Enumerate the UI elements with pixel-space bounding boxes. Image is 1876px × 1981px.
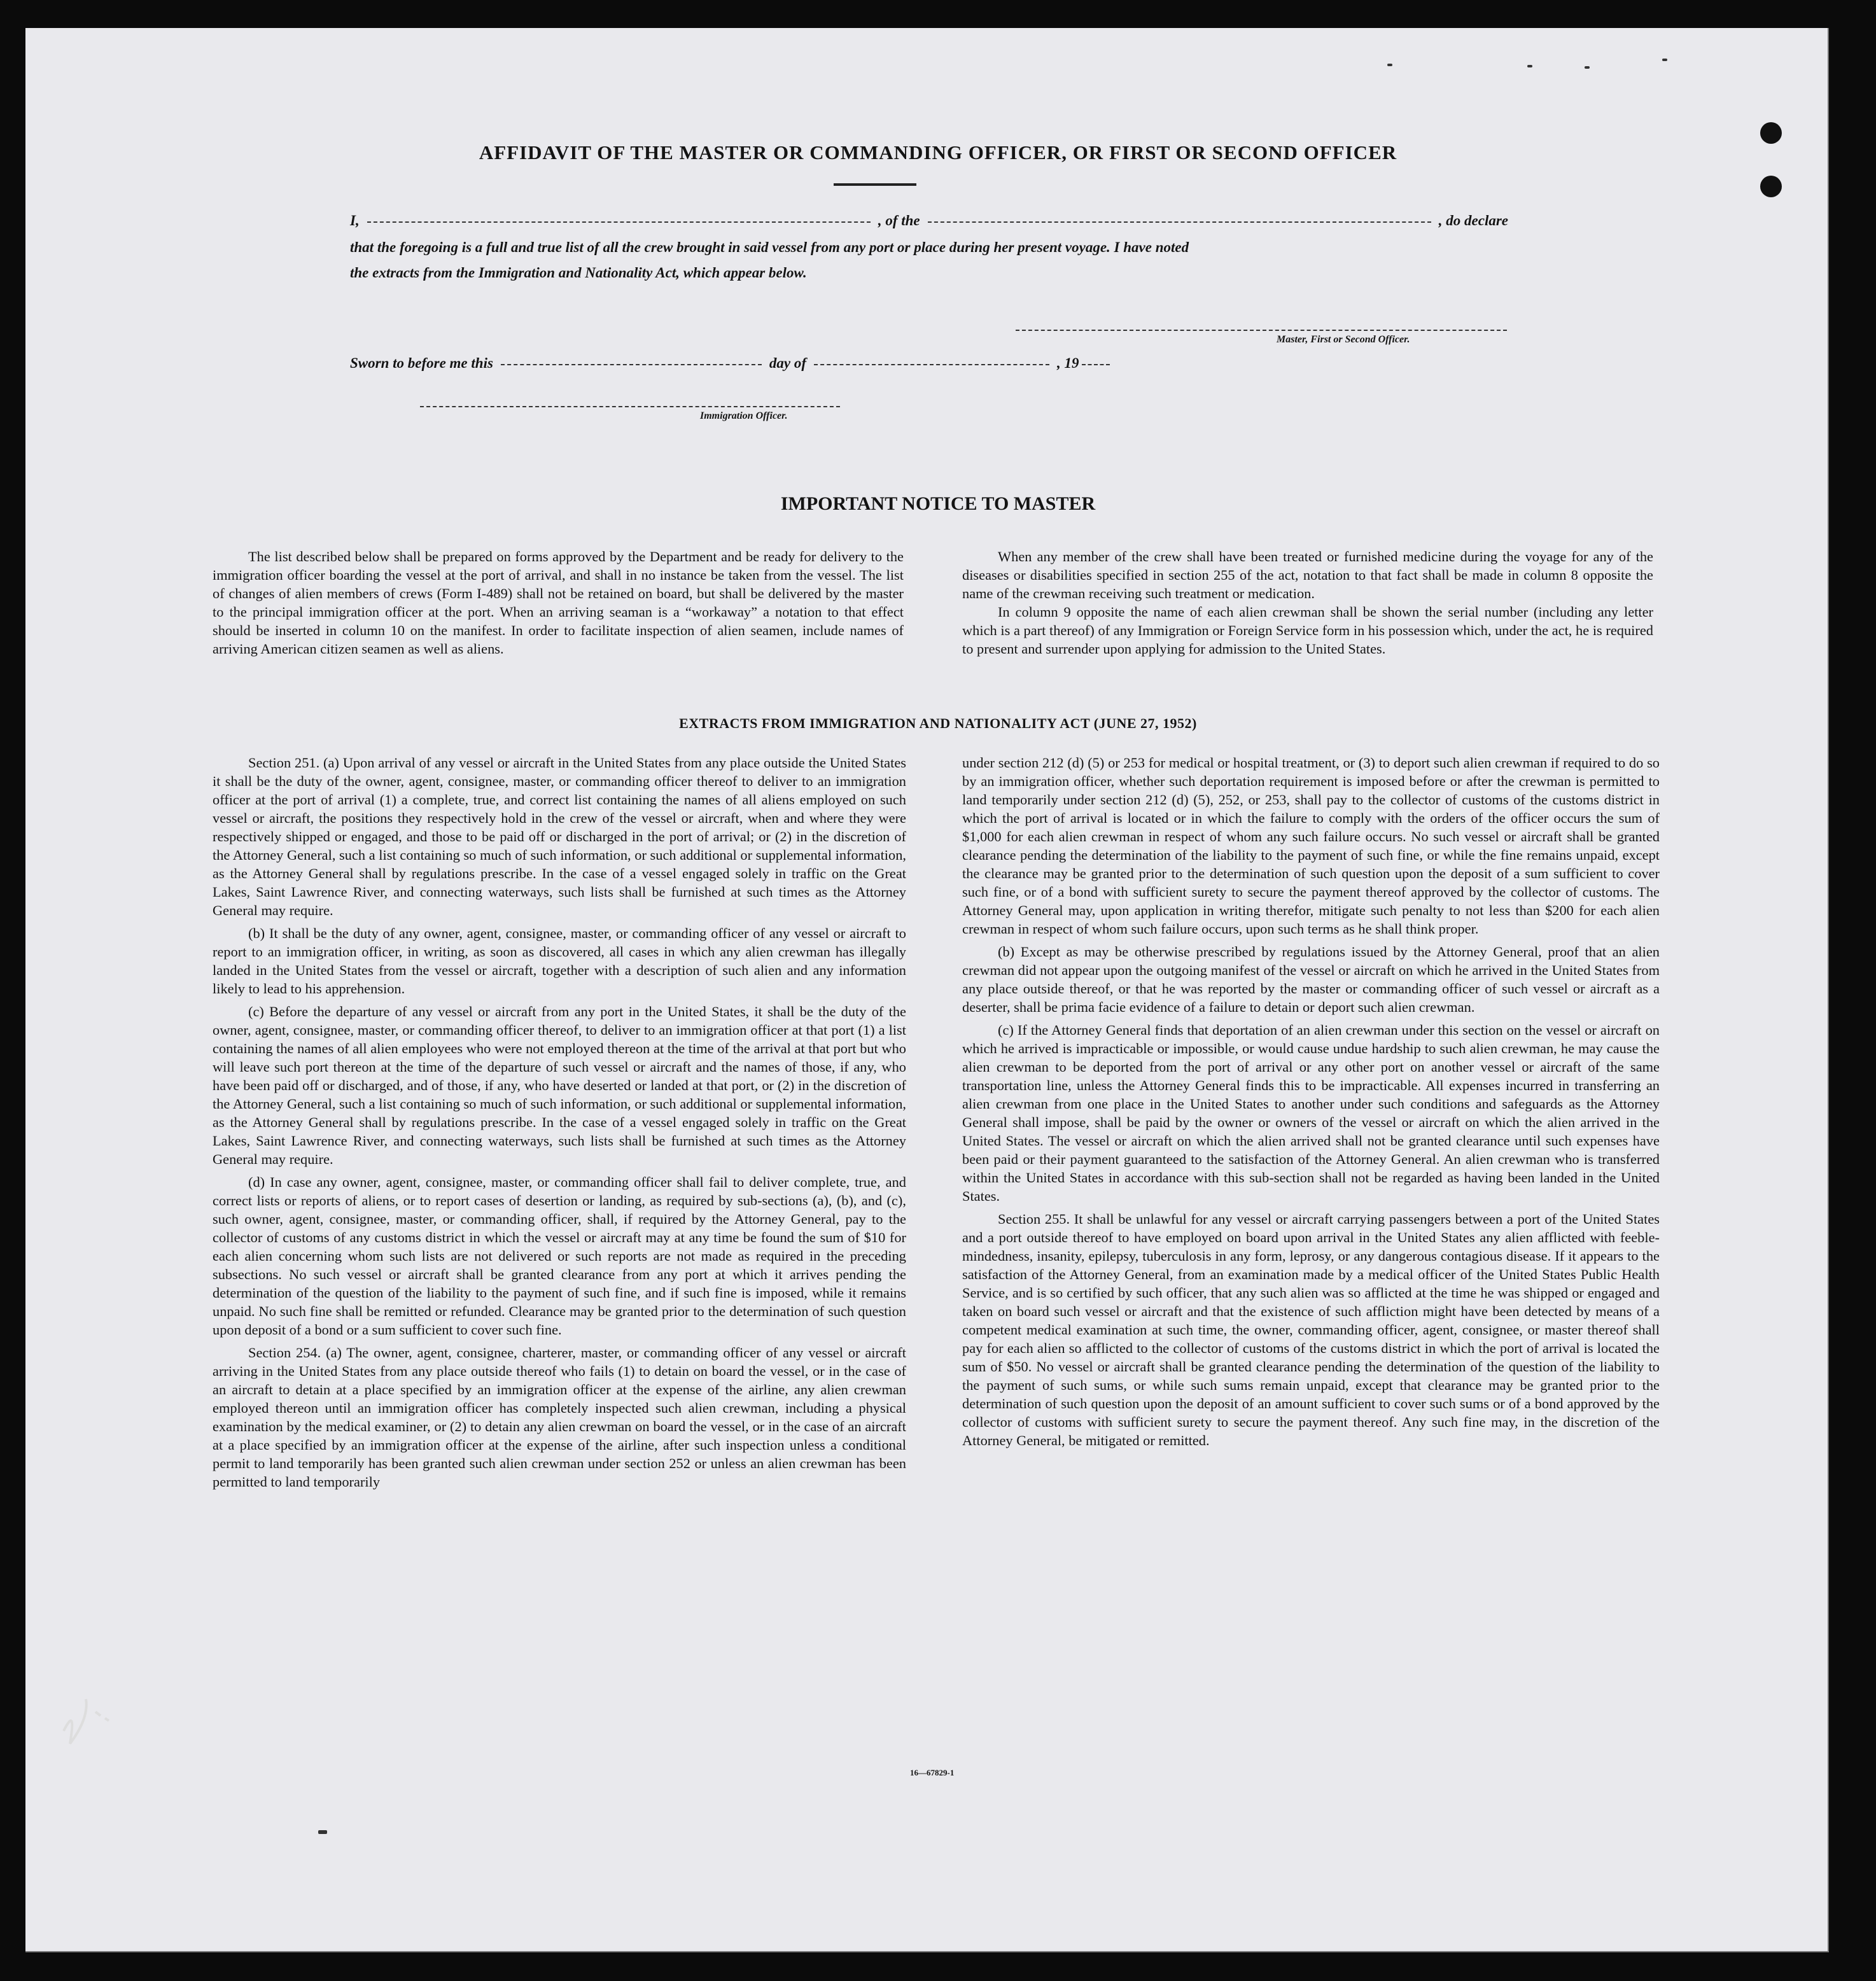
sworn-year: , 19 — [1057, 355, 1079, 371]
section-251-d: (d) In case any owner, agent, consignee, master, or commanding officer shall fail to deliver complete, true, and correct lists or reports of aliens, or to report cases of desertion or landing, as required by sub-sections (a), (b), and (c), such owner, agent, consignee, master, or commanding officer, shall, if required by the Attorney General, pay to the collector of customs of any customs district in which the vessel or aircraft may at any time be found the sum of $10 for each alien concerning whom such lists are not delivered or such reports are not made as required in the preceding subsections. No such vessel or aircraft shall be granted clearance from any port at which it arrives pending the determination of the question of the liability to the payment of such fine, and if such fine is imposed, while it remains unpaid. No such fine shall be remitted or refunded. Clearance may be granted prior to the determination of such question upon deposit of a bond or a sum sufficient to cover such fine. — [213, 1174, 906, 1338]
notice-right-column — [962, 547, 1653, 662]
notice-right-paragraph-1: When any member of the crew shall have been treated or furnished medicine during the voyage for any of the diseases or disabilities specified in section 255 of the act, notation to that fact shall be made in column 8 opposite the name of the crewman receiving such treatment or medication. — [962, 549, 1653, 601]
form-number: 16—67829-1 — [910, 1768, 955, 1777]
sworn-day-blank[interactable] — [501, 363, 762, 365]
immigration-officer-caption: Immigration Officer. — [700, 410, 788, 421]
speck — [1662, 59, 1667, 61]
master-signature-line[interactable] — [1016, 330, 1507, 331]
master-signature-caption: Master, First or Second Officer. — [1277, 334, 1410, 345]
section-254-b: (b) Except as may be otherwise prescribed by regulations issued by the Attorney General, proof that an alien crewman did not appear upon the outgoing manifest of the vessel or aircraft on which he arrived in the United States from any place outside thereof, or that he was reported by the master or commanding officer of such vessel or aircraft as a deserter, shall be prima facie evidence of a failure to detain or deport such alien crewman. — [962, 944, 1660, 1015]
vessel-blank[interactable] — [928, 221, 1431, 223]
section-251-a: Section 251. (a) Upon arrival of any vessel or aircraft in the United States from any place outside the United States it shall be the duty of the owner, agent, consignee, master, or commanding officer thereof to deliver to an immigration officer at the port of arrival (1) a complete, true, and correct list containing the names of all aliens employed on such vessel or aircraft, the positions they respectively hold in the crew of the vessel or aircraft, when and where they were respectively shipped or engaged, and those to be paid off or discharged in the port of arrival; or (2) in the discretion of the Attorney General, such a list containing so much of such information, or such additional or supplemental information, as the Attorney General shall by regulations prescribe. In the case of a vessel engaged solely in traffic on the Great Lakes, Saint Lawrence River, and connecting waterways, such lists shall be furnished at such times as the Attorney General may require. — [213, 755, 906, 918]
sworn-label: Sworn to before me this — [350, 355, 493, 371]
declaration-text-3: the extracts from the Immigration and Nationality Act, which appear below. — [350, 265, 807, 281]
title-rule — [834, 183, 916, 186]
declaration — [350, 213, 1508, 290]
extracts-left-column — [213, 753, 906, 1495]
notice-right-paragraph-2: In column 9 opposite the name of each alien crewman shall be shown the serial number (including any letter which is a part thereof) of any Immigration or Foreign Service form in his possession which, under the act, he is required to present and surrender upon applying for admission to the United States. — [962, 604, 1653, 657]
declaration-line-2 — [350, 239, 1508, 265]
section-251-b: (b) It shall be the duty of any owner, agent, consignee, master, or commanding officer of any vessel or aircraft to report to an immigration officer, in writing, as soon as discovered, all cases in which any alien crewman has illegally landed in the United States from the vessel or aircraft, together with a description of such alien and any information likely to lead to his apprehension. — [213, 925, 906, 997]
speck — [1387, 64, 1392, 66]
section-255: Section 255. It shall be unlawful for any vessel or aircraft carrying passengers between a port of the United States and a port outside thereof to have employed on board upon arrival in the United States any alien afflicted with feeble-mindedness, insanity, epilepsy, tuberculosis in any form, leprosy, or any dangerous contagious disease. If it appears to the satisfaction of the Attorney General, from an examination made by a medical officer of the United States Public Health Service, and is so certified by such officer, that any such alien was so afflicted at the time he was shipped or engaged and taken on board such vessel or aircraft and that the existence of such affliction might have been detected by means of a competent medical examination at such time, the owner, commanding officer, agent, consignee, or master thereof shall pay for each alien so afflicted to the collector of customs of the customs district in which the port of arrival is located the sum of $50. No vessel or aircraft shall be granted clearance pending the determination of the question of the liability to the payment of such sums, or while such sums remain unpaid, except that clearance may be granted prior to the determination of such question upon the deposit of an amount sufficient to cover such sums or of a bond approved by the collector of customs with sufficient surety to secure the payment thereof. Any such fine may, in the discretion of the Attorney General, be mitigated or remitted. — [962, 1211, 1660, 1448]
declaration-i: I, — [350, 213, 360, 228]
notice-title: IMPORTANT NOTICE TO MASTER — [780, 493, 1096, 514]
notice-left-column — [213, 547, 904, 662]
declaration-do-declare: , do declare — [1438, 213, 1509, 228]
speck — [1527, 65, 1532, 67]
section-251-c: (c) Before the departure of any vessel or aircraft from any port in the United States, it shall be the duty of the owner, agent, consignee, master, or commanding officer thereof, to deliver to an immigration officer at that port (1) a list containing the names of all alien employees who were not employed thereon at the time of the arrival at that port but who will leave such port thereon at the time of the departure of such vessel or aircraft and the names of those, if any, who have been paid off or discharged, and of those, if any, who have deserted or landed at that port, or (2) in the discretion of the Attorney General, such a list containing so much of such information, or such additional or supplemental information, as the Attorney General shall by regulations prescribe. In the case of a vessel engaged solely in traffic on the Great Lakes, Saint Lawrence River, and connecting waterways, such lists shall be furnished at such times as the Attorney General may require. — [213, 1004, 906, 1167]
punch-hole-bottom — [1760, 176, 1782, 197]
sworn-year-blank[interactable] — [1082, 363, 1110, 365]
immigration-officer-signature-line[interactable] — [420, 406, 840, 407]
notice-left-paragraph: The list described below shall be prepared on forms approved by the Department and be ready for delivery to the immigration officer boarding the vessel at the port of arrival, and shall in no instance be taken from the vessel. The list of changes of alien members of crews (Form I-489) shall not be retained on board, but shall be delivered by the master to the principal immigration officer at the port. When an arriving seaman is a “workaway” a notation to that effect should be inserted in column 10 on the manifest. In order to facilitate inspection of alien seamen, include names of arriving American citizen seamen as well as aliens. — [213, 549, 904, 657]
declaration-line-3 — [350, 265, 1508, 290]
extracts-title: EXTRACTS FROM IMMIGRATION AND NATIONALITY ACT (JUNE 27, 1952) — [679, 715, 1197, 731]
section-254-a-cont: under section 212 (d) (5) or 253 for medical or hospital treatment, or (3) to deport such alien crewman if required to do so by an immigration officer, whether such deportation requirement is imposed before or after the crewman is permitted to land temporarily under section 212 (d) (5), 252, or 253, shall pay to the collector of customs of the customs district in which the port of arrival is located or in which the failure to comply with the orders of the officer occurs the sum of $1,000 for each alien crewman in respect of whom any such failure occurs. No such vessel or aircraft shall be granted clearance pending the determination of the liability to the payment of such fine, or while the fine remains unpaid, except the clearance may be granted prior to the determination of such question upon the deposit of a sum sufficient to cover such fine, or of a bond with sufficient surety to secure the payment thereof approved by the collector of customs. The Attorney General may, upon application in writing therefor, mitigate such penalty to not less than $200 for each alien crewman in respect of whom such failure occurs, upon such terms as he shall think proper. — [962, 755, 1660, 937]
declaration-line-1 — [350, 213, 1508, 239]
section-254-c: (c) If the Attorney General finds that deportation of an alien crewman under this section on the vessel or aircraft on which he arrived is impracticable or impossible, or would cause undue hardship to such alien crewman, he may cause the alien crewman to be deported from the port of arrival or any other port on another vessel or aircraft of the same transportation line, unless the Attorney General finds this to be impracticable. All expenses incurred in transferring an alien crewman from one place in the United States to another under such conditions and safeguards as the Attorney General shall impose, shall be paid by the owner or owners of the vessel or aircraft on which the alien arrived in the United States. The vessel or aircraft on which the alien arrived shall not be granted clearance until such expenses have been paid or their payment guaranteed to the satisfaction of the Attorney General. An alien crewman who is transferred within the United States in accordance with this sub-section shall not be regarded as having been landed in the United States. — [962, 1022, 1660, 1204]
handwritten-mark — [51, 1680, 127, 1750]
sworn-day-of: day of — [769, 355, 807, 371]
sworn-month-blank[interactable] — [814, 363, 1049, 365]
name-blank[interactable] — [367, 221, 871, 223]
sworn-line — [350, 355, 1177, 382]
speck — [318, 1830, 327, 1834]
declaration-of-the: , of the — [878, 213, 920, 228]
declaration-text-2: that the foregoing is a full and true list of all the crew brought in said vessel from any port or place during her present voyage. I have noted — [350, 239, 1189, 255]
affidavit-title: AFFIDAVIT OF THE MASTER OR COMMANDING OFFICER, OR FIRST OR SECOND OFFICER — [479, 141, 1397, 164]
punch-hole-top — [1760, 122, 1782, 144]
extracts-right-column — [962, 753, 1660, 1454]
speck — [1585, 66, 1590, 69]
section-254-a: Section 254. (a) The owner, agent, consignee, charterer, master, or commanding officer of any vessel or aircraft arriving in the United States from any place outside thereof who fails (1) to detain on board the vessel, or in the case of an aircraft to detain at a place specified by an immigration officer at the expense of the airline, any alien crewman employed thereon until an immigration officer has completely inspected such alien crewman, including a physical examination by the medical examiner, or (2) to detain any alien crewman on board the vessel, or in the case of an aircraft at a place specified by an immigration officer at the expense of the airline, after such inspection unless a conditional permit to land temporarily has been granted such alien crewman under section 252 or unless an alien crewman has been permitted to land temporarily — [213, 1345, 906, 1490]
